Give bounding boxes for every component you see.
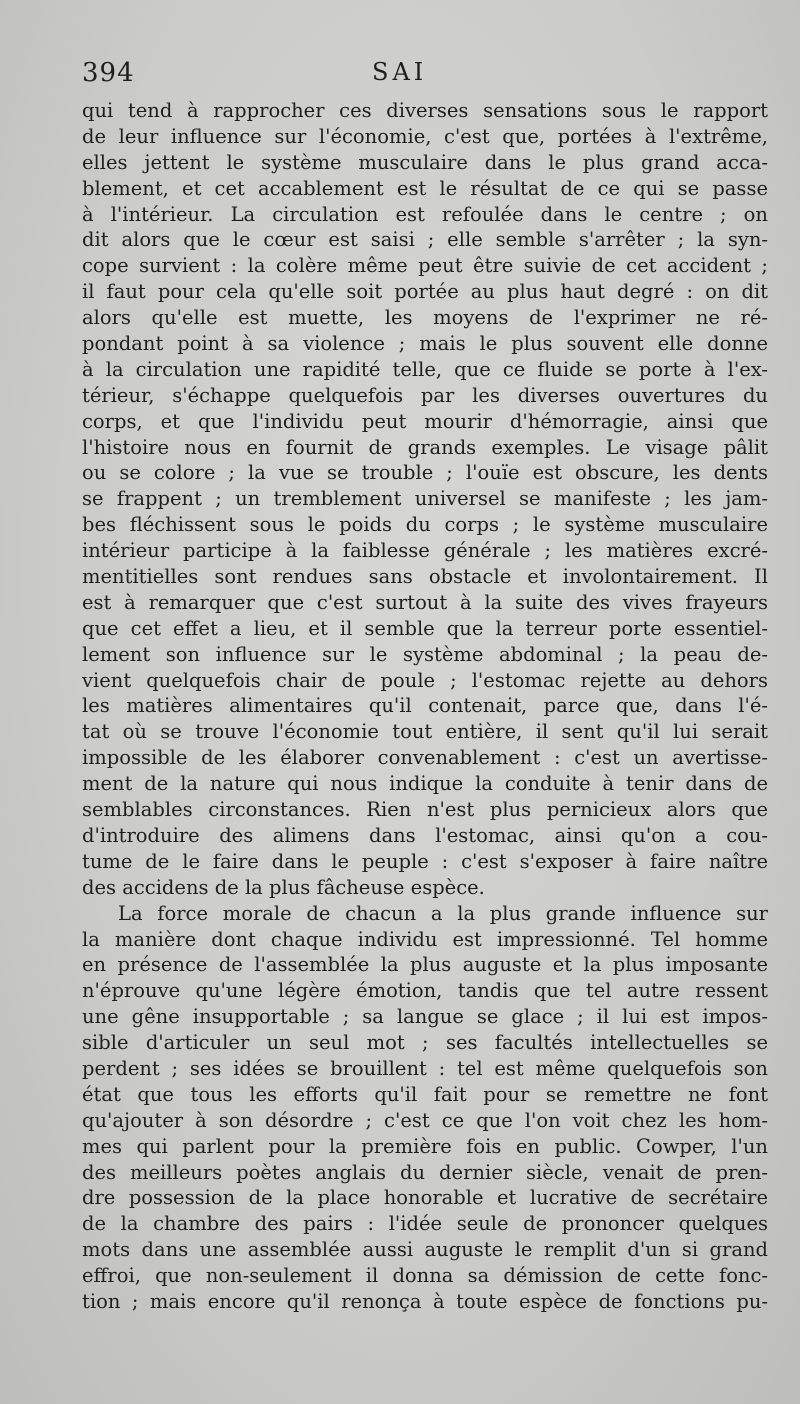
text-line: cope survient : la colère même peut être suivie de cet accident ; xyxy=(82,254,768,278)
text-line: il faut pour cela qu'elle soit portée au plus haut degré : on dit xyxy=(82,280,768,304)
text-line: térieur, s'échappe quelquefois par les diverses ouvertures du xyxy=(82,383,768,407)
text-line: mots dans une assemblée aussi auguste le remplit d'un si grand xyxy=(82,1238,768,1262)
text-line: l'histoire nous en fournit de grands exemples. Le visage pâlit xyxy=(82,435,768,459)
text-line: mentitielles sont rendues sans obstacle et involontairement. Il xyxy=(82,565,768,589)
text-line: la manière dont chaque individu est impressionné. Tel homme xyxy=(82,927,768,951)
text-line: en présence de l'assemblée la plus auguste et la plus imposante xyxy=(82,953,768,977)
text-line: qui tend à rapprocher ces diverses sensations sous le rapport xyxy=(82,99,768,122)
text-line: une gêne insupportable ; sa langue se glace ; il lui est impos- xyxy=(82,1005,768,1029)
text-line: semblables circonstances. Rien n'est plus pernicieux alors que xyxy=(82,798,768,822)
text-line: tion ; mais encore qu'il renonça à toute espèce de fonctions pu- xyxy=(82,1289,768,1313)
text-line: vient quelquefois chair de poule ; l'estomac rejette au dehors xyxy=(82,668,768,692)
text-line: mes qui parlent pour la première fois en public. Cowper, l'un xyxy=(82,1134,768,1158)
text-line: des meilleurs poètes anglais du dernier siècle, venait de pren- xyxy=(82,1160,768,1184)
text-line: intérieur participe à la faiblesse générale ; les matières excré- xyxy=(82,539,768,563)
text-line: se frappent ; un tremblement universel se manifeste ; les jam- xyxy=(82,487,768,511)
text-line: de leur influence sur l'économie, c'est que, portées à l'extrême, xyxy=(82,124,768,148)
text-line: ment de la nature qui nous indique la conduite à tenir dans de xyxy=(82,772,768,796)
text-line: pondant point à sa violence ; mais le plus souvent elle donne xyxy=(82,332,768,356)
text-line: elles jettent le système musculaire dans le plus grand acca- xyxy=(82,150,768,174)
text-line: qu'ajouter à son désordre ; c'est ce que l'on voit chez les hom- xyxy=(82,1108,768,1132)
text-line: d'introduire des alimens dans l'estomac, ainsi qu'on a cou- xyxy=(82,823,768,847)
text-line: tume de le faire dans le peuple : c'est s'exposer à faire naître xyxy=(82,849,768,873)
text-line: lement son influence sur le système abdominal ; la peau de- xyxy=(82,642,768,666)
page-number: 394 xyxy=(82,58,135,88)
text-line: impossible de les élaborer convenablement : c'est un avertisse- xyxy=(82,746,768,770)
text-line: que cet effet a lieu, et il semble que la terreur porte essentiel- xyxy=(82,616,768,640)
page-header xyxy=(82,58,764,94)
text-line: à l'intérieur. La circulation est refoulée dans le centre ; on xyxy=(82,202,768,226)
text-line: est à remarquer que c'est surtout à la suite des vives frayeurs xyxy=(82,590,768,614)
text-line: sible d'articuler un seul mot ; ses facultés intellectuelles se xyxy=(82,1031,768,1055)
text-line: les matières alimentaires qu'il contenait, parce que, dans l'é- xyxy=(82,694,768,718)
text-line: dre possession de la place honorable et lucrative de secrétaire xyxy=(82,1186,768,1210)
text-line: n'éprouve qu'une légère émotion, tandis que tel autre ressent xyxy=(82,979,768,1003)
text-line: effroi, que non-seulement il donna sa démission de cette fonc- xyxy=(82,1264,768,1288)
text-line: bes fléchissent sous le poids du corps ; le système musculaire xyxy=(82,513,768,537)
text-line: tat où se trouve l'économie tout entière, il sent qu'il lui serait xyxy=(82,720,768,744)
text-line: état que tous les efforts qu'il fait pour se remettre ne font xyxy=(82,1082,768,1106)
text-line: ou se colore ; la vue se trouble ; l'ouïe est obscure, les dents xyxy=(82,461,768,485)
text-line: alors qu'elle est muette, les moyens de l'exprimer ne ré- xyxy=(82,306,768,330)
text-line: corps, et que l'individu peut mourir d'hémorragie, ainsi que xyxy=(82,409,768,433)
text-line: des accidens de la plus fâcheuse espèce. xyxy=(82,875,485,899)
text-line: perdent ; ses idées se brouillent : tel est même quelquefois son xyxy=(82,1056,768,1080)
text-body xyxy=(82,98,768,1315)
paragraph-start: La force morale de chacun a la plus grande influence sur xyxy=(118,901,768,925)
text-line: blement, et cet accablement est le résultat de ce qui se passe xyxy=(82,176,768,200)
running-head: SAI xyxy=(372,58,428,86)
text-line: à la circulation une rapidité telle, que ce fluide se porte à l'ex- xyxy=(82,357,768,381)
text-line: dit alors que le cœur est saisi ; elle semble s'arrêter ; la syn- xyxy=(82,228,768,252)
text-line: de la chambre des pairs : l'idée seule de prononcer quelques xyxy=(82,1212,768,1236)
